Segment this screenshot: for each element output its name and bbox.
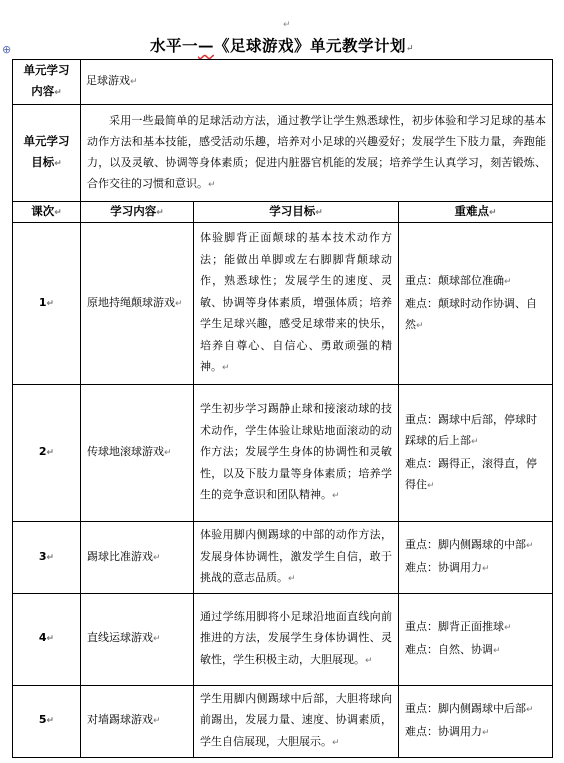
lesson-content: 踢球比准游戏↵	[81, 522, 194, 594]
unit-goal-text: 采用一些最简单的足球活动方法，通过教学让学生熟悉球性，初步体验和学习足球的基本动作方法和基本技能，感受活动乐趣，培养对小足球的兴趣爱好；发展学生下肢力量，奔跑能力，以及灵敏、协调等身体素质；促进内脏器官机能的发展；培养学生认真学习，刻苦锻炼、合作交往的习惯和意识。↵	[81, 105, 553, 202]
plan-table	[12, 59, 553, 758]
column-header-row	[13, 202, 553, 223]
lesson-number: 2↵	[13, 385, 81, 522]
lesson-row	[13, 522, 553, 594]
lesson-content: 对墙踢球游戏↵	[81, 685, 194, 757]
unit-goal-label: 单元学习 目标↵	[13, 105, 81, 202]
col-lesson: 课次↵	[13, 202, 81, 223]
col-content: 学习内容↵	[81, 202, 194, 223]
lesson-content: 传球地滚球游戏↵	[81, 385, 194, 522]
lesson-number: 5↵	[13, 685, 81, 757]
lesson-content: 原地持绳颠球游戏↵	[81, 223, 194, 385]
lesson-number: 4↵	[13, 593, 81, 685]
col-goal: 学习目标↵	[194, 202, 399, 223]
lesson-key-points: 重点：踢球中后部，停球时踩球的后上部↵ 难点：踢得正，滚得直，停得住↵	[399, 385, 553, 522]
lesson-row	[13, 593, 553, 685]
lesson-key-points: 重点：脚内侧踢球中后部↵ 难点：协调用力↵	[399, 685, 553, 757]
lesson-row	[13, 685, 553, 757]
lesson-goal: 通过学练用脚将小足球沿地面直线向前推进的方法，发展学生身体协调性、灵敏性，学生积极主动，大胆展现。↵	[194, 593, 399, 685]
lesson-number: 1↵	[13, 223, 81, 385]
lesson-row	[13, 385, 553, 522]
table-anchor-icon[interactable]: ⊕	[2, 43, 12, 56]
unit-content-label: 单元学习 内容↵	[13, 60, 81, 105]
lesson-key-points: 重点：脚背正面推球↵ 难点：自然、协调↵	[399, 593, 553, 685]
col-key: 重难点↵	[399, 202, 553, 223]
lesson-goal: 学生用脚内侧踢球中后部，大胆将球向前踢出，发展力量、速度、协调素质，学生自信展现，大胆展示。↵	[194, 685, 399, 757]
lesson-goal: 体验用脚内侧踢球的中部的动作方法，发展身体协调性，激发学生自信，敢于挑战的意志品质。↵	[194, 522, 399, 594]
unit-goal-row	[13, 105, 553, 202]
paragraph-mark: ↵	[283, 20, 291, 30]
unit-content-row	[13, 60, 553, 105]
page-title: 水平一—《足球游戏》单元教学计划↵	[149, 36, 415, 55]
lesson-goal: 学生初步学习踢静止球和接滚动球的技术动作，学生体验让球贴地面滚动的动作方法；发展学生身体的协调性和灵敏性，以及下肢力量等身体素质；培养学生的竞争意识和团队精神。↵	[194, 385, 399, 522]
lesson-goal: 体验脚背正面颠球的基本技术动作方法；能做出单脚或左右脚脚背颠球动作，熟悉球性；发展学生的速度、灵敏、协调等身体素质，增强体质；培养学生足球兴趣，感受足球带来的快乐，培养自尊心、自信心、勇敢顽强的精神。↵	[194, 223, 399, 385]
lesson-key-points: 重点：脚内侧踢球的中部↵ 难点：协调用力↵	[399, 522, 553, 594]
lesson-number: 3↵	[13, 522, 81, 594]
lesson-row	[13, 223, 553, 385]
lesson-key-points: 重点：颠球部位准确↵ 难点：颠球时动作协调、自然↵	[399, 223, 553, 385]
lesson-content: 直线运球游戏↵	[81, 593, 194, 685]
unit-content-value: 足球游戏↵	[81, 60, 553, 105]
title-dash: —	[197, 36, 214, 55]
